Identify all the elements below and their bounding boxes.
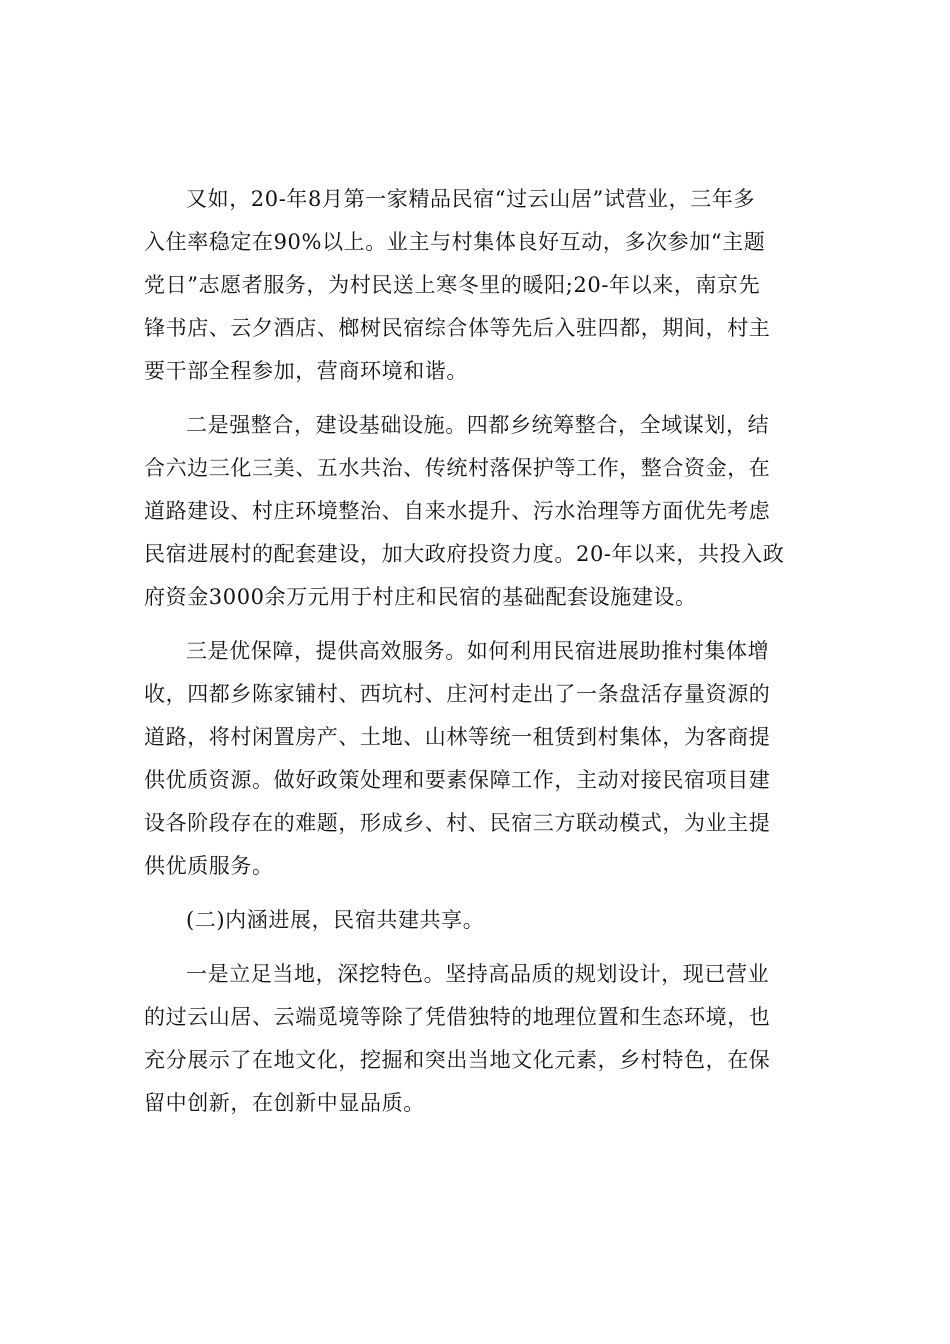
text-line: 要干部全程参加，营商环境和谐。 bbox=[144, 359, 468, 383]
text-line: 一是立足当地，深挖特色。坚持高品质的规划设计，现已营业 bbox=[186, 962, 770, 986]
text-line: (二)内涵进展，民宿共建共享。 bbox=[186, 908, 485, 932]
text-line: 锋书店、云夕酒店、榔树民宿综合体等先后入驻四都，期间，村主 bbox=[144, 316, 771, 340]
text-line: 又如，20-年8月第一家精品民宿“过云山居”试营业，三年多 bbox=[186, 187, 756, 211]
paragraph-service-guarantee bbox=[144, 630, 806, 888]
text-line: 党日”志愿者服务，为村民送上寒冬里的暖阳;20-年以来，南京先 bbox=[144, 273, 761, 297]
text-line: 入住率稳定在90%以上。业主与村集体良好互动，多次参加“主题 bbox=[144, 230, 766, 254]
text-line: 道路建设、村庄环境整治、自来水提升、污水治理等方面优先考虑 bbox=[144, 499, 771, 523]
text-line: 供优质资源。做好政策处理和要素保障工作，主动对接民宿项目建 bbox=[144, 768, 771, 792]
text-line: 道路，将村闲置房产、土地、山林等统一租赁到村集体，为客商提 bbox=[144, 725, 771, 749]
paragraph-infrastructure bbox=[144, 404, 806, 619]
text-line: 二是强整合，建设基础设施。四都乡统筹整合，全域谋划，结 bbox=[186, 413, 770, 437]
section-heading bbox=[144, 899, 806, 942]
text-line: 的过云山居、云端觅境等除了凭借独特的地理位置和生态环境，也 bbox=[144, 1005, 771, 1029]
text-line: 设各阶段存在的难题，形成乡、村、民宿三方联动模式，为业主提 bbox=[144, 811, 771, 835]
text-line: 充分展示了在地文化，挖掘和突出当地文化元素，乡村特色，在保 bbox=[144, 1048, 771, 1072]
text-line: 供优质服务。 bbox=[144, 854, 274, 878]
text-line: 三是优保障，提供高效服务。如何利用民宿进展助推村集体增 bbox=[186, 639, 770, 663]
paragraph-homestay-example bbox=[144, 178, 806, 393]
text-line: 收，四都乡陈家铺村、西坑村、庄河村走出了一条盘活存量资源的 bbox=[144, 682, 771, 706]
text-line: 留中创新，在创新中显品质。 bbox=[144, 1091, 425, 1115]
text-line: 民宿进展村的配套建设，加大政府投资力度。20-年以来，共投入政 bbox=[144, 542, 785, 566]
document-body bbox=[144, 178, 806, 1125]
text-line: 府资金3000余万元用于村庄和民宿的基础配套设施建设。 bbox=[144, 585, 697, 609]
text-line: 合六边三化三美、五水共治、传统村落保护等工作，整合资金，在 bbox=[144, 456, 771, 480]
paragraph-local-features bbox=[144, 953, 806, 1125]
